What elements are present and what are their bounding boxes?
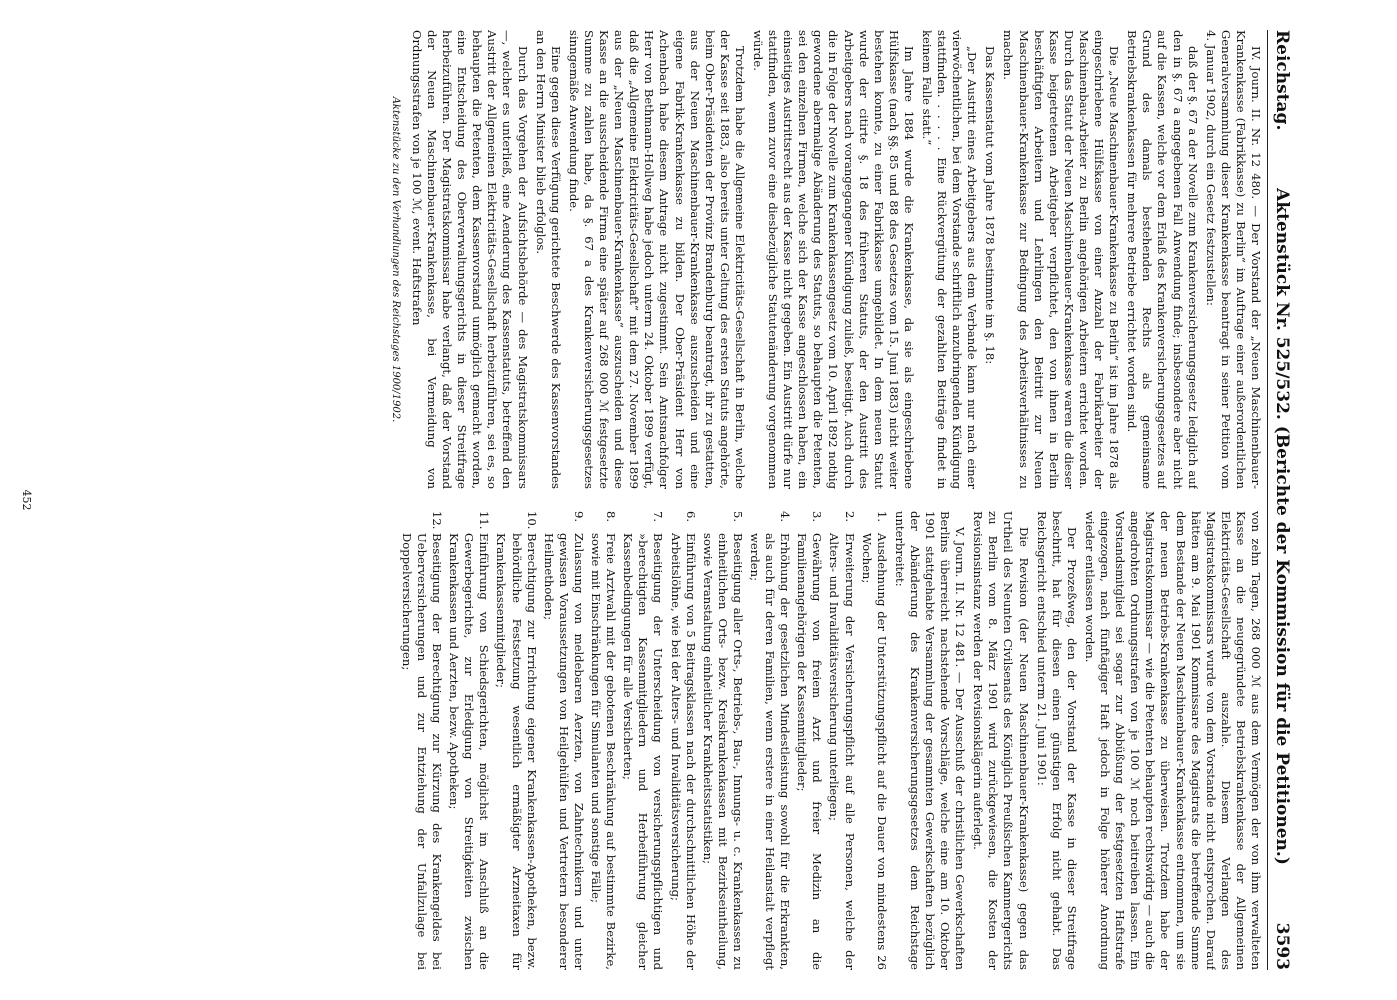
list-item: 12. Beseitigung der Berechtigung zur Kürzung des Krankengeldes bei Ueberversicherungen und zur Entziehung der Unfallzulage bei Doppelversicherungen;: [399, 511, 445, 970]
list-item: 5. Beseitigung aller Orts-, Betriebs-, Bau-, Innungs- u. c. Krankenkassen zu einheitlichen Orts- bezw. Kreiskrankenkassen mit Bezirkseintheilung, sowie Veranstaltung einheitlicher Krankheitsstatistiken;: [700, 511, 745, 970]
paragraph: Das Kassenstatut vom Jahre 1878 bestimmte im §. 18:: [983, 46, 998, 365]
list-item: 9. Zulassung von meldebaren Aerzten, von Zahntechnikern und unter gewissen Voraussetzungen von Heilgehülfen und Vertretern besonderer Heilmethoden;: [541, 511, 586, 970]
paragraph: Der Prozeßweg, den der Vorstand der Kasse in dieser Streitfrage beschritt, hat für diesen einen günstigen Erfolg nicht gehabt. Das Reichsgericht entschied unterm 21. Juni 1901:: [1034, 511, 1079, 970]
paragraph: „Der Austritt eines Arbeitgebers aus dem Verbande kann nur nach einer vierwöchentlichen, bei dem Vorstande schriftlich anzubringenden Kündigung stattfinden. . . . . . Eine Rückvergütung der gezahlten Beiträge findet in keinem Falle statt.“: [920, 30, 980, 489]
paragraph: V. Journ. II. Nr. 12 481. — Der Ausschuß der christlichen Gewerkschaften Berlins überreicht nachstehende Vorschläge, welche eine am 10. Oktober 1901 stattgehabte Versammlung der gesammten Gewerkschaften bezüglich der Abänderung des Krankenversicherungsgesetzes dem Reichstage unterbreitet:: [892, 511, 968, 970]
page-footer-number: 452: [20, 489, 33, 511]
footnote: Aktenstücke zu den Verhandlungen des Reichstages 1900/1902.: [389, 96, 401, 423]
page-title: Aktenstück Nr. 525/532. (Berichte der Kommission für die Petitionen.): [1272, 188, 1292, 865]
paragraph: IV. Journ. II. Nr. 12 480. — Der Vorstand der „Neuen Maschinenbauer-Krankenkasse (Fabrikkasse) zu Berlin“ im Auftrage einer außerordentlichen Generalversammlung dieser Krankenkasse beantragt in seiner Petition vom 4. Januar 1902, durch ein Gesetz festzustellen:: [1203, 30, 1263, 489]
left-column: [133, 30, 1263, 489]
proposal-list: [399, 511, 889, 970]
list-item: 8. Freie Arztwahl mit der gebotenen Beschränkung auf bestimmte Bezirke, sowie mit Einschränkungen für Simulanten und sonstige Fälle;: [589, 511, 619, 970]
paragraph: daß der §. 67 a der Novelle zum Krankenversicherungsgesetz lediglich auf den in §. 67 a angegebenen Fall Anwendung finde; insbesondere aber nicht auf die Kassen, welche vor dem Erlaß des Krankenversicherungsgesetzes auf Grund des damals bestehenden Rechts als gemeinsame Betriebskrankenkassen für mehrere Betriebe errichtet worden sind.: [1125, 30, 1200, 489]
paragraph: Im Jahre 1884 wurde die Krankenkasse, da sie als eingeschriebene Hülfskasse (nach §§. 85 und 88 des Gesetzes vom 15. Juni 1883) nicht weiter bestehen konnte, zu einer Fabrikkasse umgebildet. In dem neuen Statut wurde der citirte §. 18 des früheren Statuts, der den Austritt des Arbeitgebers nach vorangegangener Kündigung zuließ, beseitigt. Auch durch die in Folge der Novelle zum Krankenkassengesetz vom 10. April 1892 nothig gewordene abermalige Abänderung des Statuts, so behaupten die Petenten, sei den einzelnen Firmen, welche sich der Kasse angeschlossen haben, ein einseitiges Austrittsrecht aus der Kasse nicht gegeben. Ein Austritt dürfe nur stattfinden, wenn zuvor eine diesbezügliche Statutenänderung vorgenommen würde.: [751, 30, 916, 489]
list-item: 4. Erhöhung der gesetzlichen Mindestleistung sowohl für die Erkrankten, als auch für deren Familien, wenn erstere in einer Heilanstalt verpflegt werden;: [748, 511, 793, 970]
header-left: Reichstag.: [1272, 30, 1292, 131]
page-header: [1268, 30, 1292, 970]
paragraph: Trotzdem habe die Allgemeine Elektricitäts-Gesellschaft in Berlin, welche der Kasse seit 1883, also bereits unter Geltung des ersten Statuts angehörte, beim Ober-Präsidenten der Provinz Brandenburg beantragt, ihr zu gestatten, aus der Neuen Maschinenbauer-Krankenkasse auszuscheiden und eine eigene Fabrik-Krankenkasse zu bilden. Der Ober-Präsident Herr von Achenbach habe diesem Antrage nicht zugestimmt. Sein Amtsnachfolger Herr von Bethmann-Hollweg habe jedoch unterm 24. Oktober 1899 verfügt, daß die „Allgemeine Elektricitäts-Gesellschaft“ mit dem 27. November 1899 aus der „Neuen Maschinenbauer-Krankenkasse“ auszuscheiden und diese Kasse an die ausscheidende Firma eine später auf 268 000 ℳ festgesetzte Summe zu zahlen habe, da §. 67 a des Krankenversicherungsgesetzes sinngemäße Anwendung finde.: [566, 30, 747, 489]
right-column: [133, 511, 1263, 970]
paragraph: Durch das Vorgehen der Aufsichtsbehörde — des Magistratskommissars —, welcher es unterließ, eine Aenderung des Kassenstatuts, betreffend den Austritt der Allgemeinen Elektricitäts-Gesellschaft herbeizuführen, sei es, so behaupten die Petenten, dem Kassenvorstand unmöglich gemacht worden, eine Entscheidung des Oberverwaltungsgerichts in dieser Streitfrage herbeizuführen. Der Magistratskommissar habe verlangt, daß der Vorstand der Neuen Maschinenbauer-Krankenkasse, bei Vermeidung von Ordnungsstrafen von je 100 ℳ, event. Haftstrafen: [409, 30, 530, 489]
list-item: 2. Erweiterung der Versicherungspflicht auf alle Personen, welche der Alters- und Invaliditätsversicherung unterliegen;: [827, 511, 857, 970]
list-item: 7. Beseitigung der Unterscheidung von versicherungspflichtigen und »berechtigten Kassenmitgliedern und Herbeiführung gleicher Kassenbedingungen für alle Versicherten;: [621, 511, 666, 970]
list-item: 6. Einführung von 5 Beitragsklassen nach der durchschnittlichen Höhe der Arbeitslöhne, wie bei der Alters- und Invaliditätsversicherung;: [668, 511, 698, 970]
list-item: 11. Einführung von Schiedsgerichten, möglichst im Anschluß an die Gewerbegerichte, zur Erledigung von Streitigkeiten zwischen Krankenkassen und Aerzten, bezw. Apotheken;: [447, 511, 492, 970]
paragraph: Die „Neue Maschinenbauer-Krankenkasse zu Berlin“ ist im Jahre 1878 als eingeschriebene Hülfskasse von einer Anzahl der Fabrikarbeiter der Maschinenbau-Arbeiter zu Berlin angehörigen Arbeitern errichtet worden. Durch das Statut der Neuen Maschinenbauer-Krankenkasse waren die dieser Kasse beigetretenen Arbeitgeber verpflichtet, den von ihnen in Berlin beschäftigten Arbeitern und Lehrlingen den Beitritt zur Neuen Maschinenbauer-Krankenkasse zur Bedingung des Arbeitsverhältnisses zu machen.: [1001, 30, 1122, 489]
paragraph: Eine gegen diese Verfügung gerichtete Beschwerde des Kassenvorstandes an den Herrn Minister blieb erfolglos.: [533, 30, 563, 489]
page-number: 3593: [1272, 922, 1292, 970]
list-item: 1. Ausdehnung der Unterstützungspflicht auf die Dauer von mindestens 26 Wochen;: [859, 511, 889, 970]
paragraph: von zehn Tagen, 268 000 ℳ aus dem Vermögen der von ihm verwalteten Kasse an die neugegründete Betriebskrankenkasse der Allgemeinen Elektricitäts-Gesellschaft auszahle. Diesem Verlangen des Magistratskommissars wurde von dem Vorstande nicht entsprochen. Darauf hätten am 9. Mai 1901 Kommissare des Magistrats die betreffende Summe dem Bestande der Neuen Maschinenbauer-Krankenkasse entnommen, um sie der neuen Betriebs-Krankenkasse zu überweisen. Trotzdem habe der Magistratskommissar — wie die Petenten behaupten rechtswidrig — auch die angedrohten Ordnungsstrafen von je 100 ℳ noch beitreiben lassen. Ein Vorstandsmitglied sei sogar zur Abbüßung der festgesetzten Haftstrafe eingezogen, nach fünftägiger Haft jedoch in Folge höherer Anordnung wieder entlassen worden.: [1082, 511, 1263, 970]
header-rule: [1267, 30, 1268, 970]
list-item: 3. Gewährung von freiem Arzt und freier Medizin an die Familienangehörigen der Kassenmitglieder;: [795, 511, 825, 970]
list-item: 10. Berechtigung zur Errichtung eigener Krankenkassen-Apotheken, bezw. behördliche Festsetzung wesentlich ermäßigter Arzneitaxen für Krankenkassenmitglieder;: [494, 511, 539, 970]
text-columns: [133, 30, 1263, 970]
paragraph: Die Revision (der Neuen Maschinenbauer-Krankenkasse) gegen das Urtheil des Neunten Civilsenats des Königlich Preußischen Kammergerichts zu Berlin vom 8. März 1901 wird zurückgewiesen, die Kosten der Revisionsinstanz werden der Revisionsklägerin auferlegt.: [971, 511, 1031, 970]
